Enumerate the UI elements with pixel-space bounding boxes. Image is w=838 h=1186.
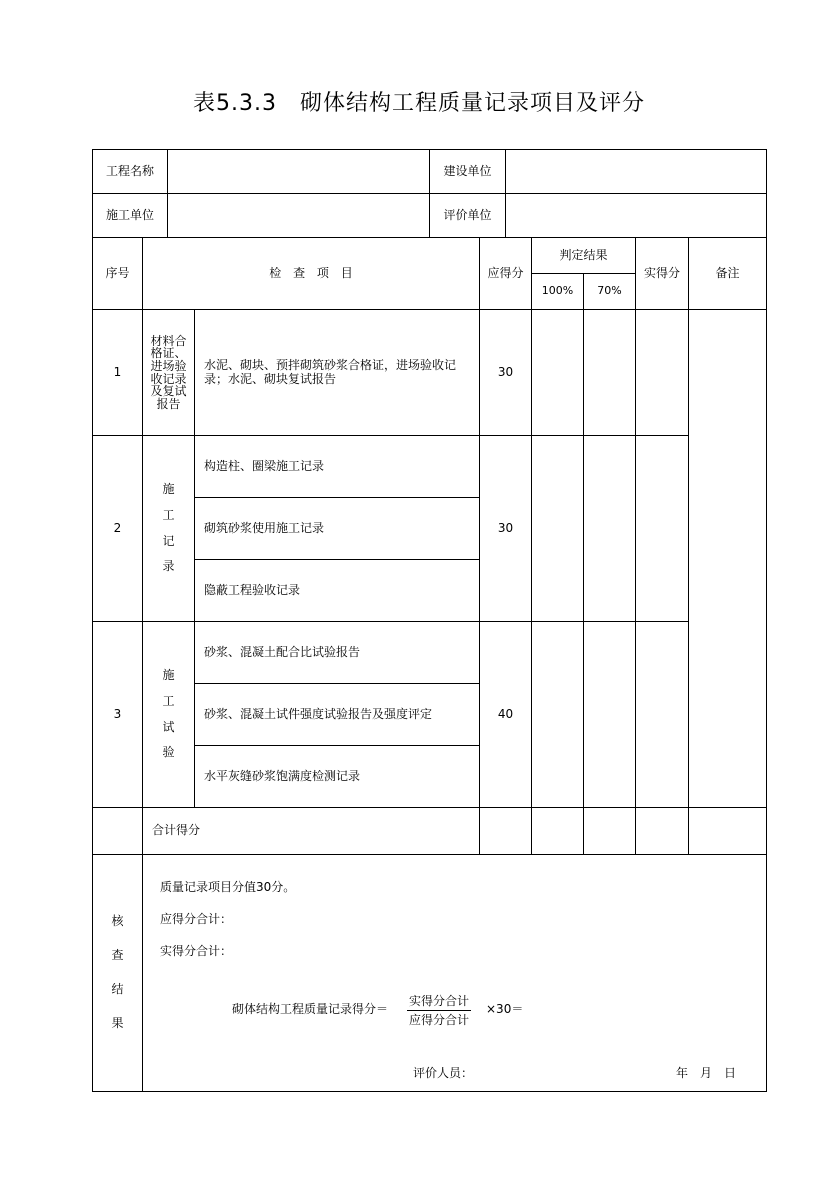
col-item: 检 查 项 目 xyxy=(142,237,480,310)
evaluator-person-label: 评价人员： xyxy=(413,1066,474,1080)
row2-item: 隐蔽工程验收记录 xyxy=(194,559,480,622)
check-char: 果 xyxy=(111,1015,124,1030)
row3-70[interactable] xyxy=(583,621,636,808)
evaluator-unit-field[interactable] xyxy=(505,193,767,238)
project-name-label: 工程名称 xyxy=(92,149,168,194)
row2-due: 30 xyxy=(479,435,532,622)
project-name-field[interactable] xyxy=(167,149,430,194)
row3-item: 砂浆、混凝土配合比试验报告 xyxy=(194,621,480,684)
row2-item: 砌筑砂浆使用施工记录 xyxy=(194,497,480,560)
row3-100[interactable] xyxy=(531,621,584,808)
page-title: 表5.3.3 砌体结构工程质量记录项目及评分 xyxy=(193,91,645,116)
group-char: 施 xyxy=(162,481,175,496)
date-label: 年 月 日 xyxy=(676,1066,737,1080)
col-remark: 备注 xyxy=(688,237,767,310)
total-actual[interactable] xyxy=(635,807,689,855)
group-char: 施 xyxy=(162,667,175,682)
group-char: 录 xyxy=(162,559,175,574)
check-line3: 实得分合计： xyxy=(160,944,233,958)
col-seq: 序号 xyxy=(92,237,143,310)
total-label: 合计得分 xyxy=(142,807,480,855)
check-char: 查 xyxy=(111,948,124,963)
col-due: 应得分 xyxy=(479,237,532,310)
check-char: 核 xyxy=(111,914,124,929)
numerator: 实得分合计 xyxy=(407,992,471,1011)
row2-100[interactable] xyxy=(531,435,584,622)
constructor-label: 施工单位 xyxy=(92,193,168,238)
check-label xyxy=(92,854,143,1092)
group-char: 试 xyxy=(162,719,175,734)
group-char: 工 xyxy=(162,693,175,708)
row1-item: 水泥、砌块、预拌砌筑砂浆合格证，进场验收记录；水泥、砌块复试报告 xyxy=(194,309,480,436)
col-actual: 实得分 xyxy=(635,237,689,310)
constructor-field[interactable] xyxy=(167,193,430,238)
total-100[interactable] xyxy=(531,807,584,855)
total-remark[interactable] xyxy=(688,807,767,855)
row2-seq: 2 xyxy=(92,435,143,622)
formula-fraction xyxy=(407,992,471,1028)
total-70[interactable] xyxy=(583,807,636,855)
row3-item: 砂浆、混凝土试件强度试验报告及强度评定 xyxy=(194,683,480,746)
group-char: 验 xyxy=(162,745,175,760)
col-100: 100% xyxy=(531,273,584,310)
col-70: 70% xyxy=(583,273,636,310)
remark-cell[interactable] xyxy=(688,309,767,808)
row1-100[interactable] xyxy=(531,309,584,436)
row3-due: 40 xyxy=(479,621,532,808)
check-char: 结 xyxy=(111,982,124,996)
builder-field[interactable] xyxy=(505,149,767,194)
denominator: 应得分合计 xyxy=(409,1013,470,1027)
row3-seq: 3 xyxy=(92,621,143,808)
formula-left: 砌体结构工程质量记录得分＝ xyxy=(232,1002,389,1016)
check-line2: 应得分合计： xyxy=(160,912,233,926)
row2-group xyxy=(142,435,195,622)
group-char: 记 xyxy=(162,533,175,548)
group-char: 工 xyxy=(162,507,175,522)
total-due[interactable] xyxy=(479,807,532,855)
total-seq xyxy=(92,807,143,855)
row1-due: 30 xyxy=(479,309,532,436)
row3-item: 水平灰缝砂浆饱满度检测记录 xyxy=(194,745,480,808)
formula-right: ×30＝ xyxy=(486,1002,524,1016)
row2-70[interactable] xyxy=(583,435,636,622)
row2-item: 构造柱、圈梁施工记录 xyxy=(194,435,480,498)
row3-actual[interactable] xyxy=(635,621,689,808)
check-line1: 质量记录项目分值30分。 xyxy=(160,880,296,894)
row1-70[interactable] xyxy=(583,309,636,436)
builder-label: 建设单位 xyxy=(429,149,506,194)
row2-actual[interactable] xyxy=(635,435,689,622)
row1-actual[interactable] xyxy=(635,309,689,436)
row1-seq: 1 xyxy=(92,309,143,436)
col-judge: 判定结果 xyxy=(531,237,636,274)
row3-group xyxy=(142,621,195,808)
row1-group: 材料合格证、进场验收记录及复试报告 xyxy=(142,309,195,436)
evaluator-unit-label: 评价单位 xyxy=(429,193,506,238)
